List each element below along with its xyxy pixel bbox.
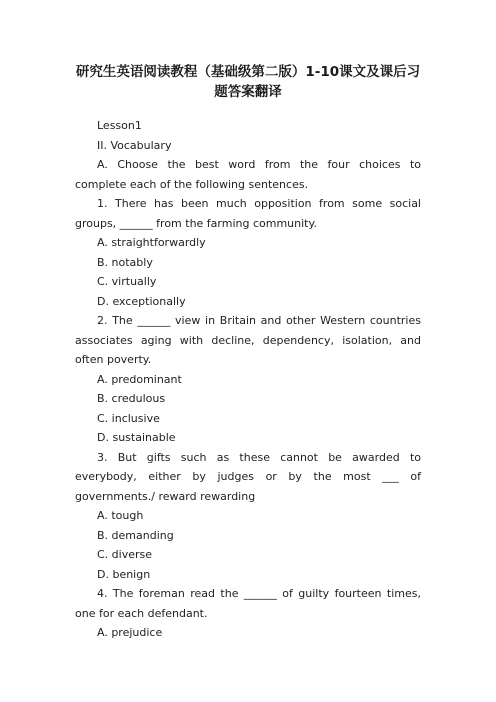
question-1: 1. There has been much opposition from some social groups, ______ from the farming community.: [75, 197, 421, 230]
question-1-option-b: B. notably: [97, 255, 153, 269]
question-3-option-c: C. diverse: [97, 548, 153, 561]
lesson-heading: Lesson1: [97, 119, 142, 132]
document-title: 研究生英语阅读教程（基础级第二版）1-10课文及课后习题答案翻译: [75, 64, 421, 100]
question-3-option-d: D. benign: [97, 567, 151, 581]
question-1-option-c: C. virtually: [97, 275, 157, 288]
question-4-option-a: A. prejudice: [97, 626, 163, 639]
question-3-option-b: B. demanding: [97, 528, 174, 542]
question-2-option-d: D. sustainable: [97, 431, 176, 444]
instruction-text: A. Choose the best word from the four choices to complete each of the following sentences.: [75, 158, 421, 191]
question-1-option-d: D. exceptionally: [97, 294, 186, 308]
question-2-option-b: B. credulous: [97, 392, 166, 405]
question-2: 2. The ______ view in Britain and other Western countries associates aging with decline, dependency, isolation, and often poverty.: [75, 314, 421, 366]
question-1-option-a: A. straightforwardly: [97, 236, 206, 249]
section-heading: II. Vocabulary: [97, 138, 172, 152]
question-4: 4. The foreman read the ______ of guilty fourteen times, one for each defendant.: [75, 587, 421, 620]
document-body: [75, 116, 421, 643]
question-2-option-a: A. predominant: [97, 372, 182, 386]
question-2-option-c: C. inclusive: [97, 411, 160, 425]
question-3: 3. But gifts such as these cannot be awarded to everybody, either by judges or by the most ___ of governments./ reward rewarding: [75, 450, 421, 503]
question-3-option-a: A. tough: [97, 509, 144, 522]
